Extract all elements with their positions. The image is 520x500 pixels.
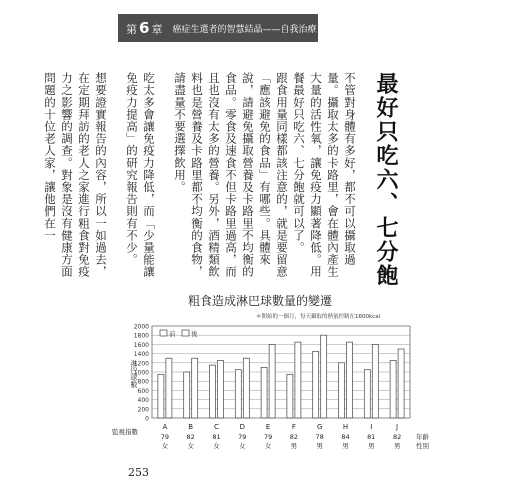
bar-before [210, 365, 216, 418]
y-tick-label: 1000 [133, 369, 149, 377]
y-tick-label: 1200 [133, 360, 149, 368]
bar-after [321, 335, 327, 418]
age-label: 82 [186, 433, 195, 441]
bar-before [235, 370, 241, 418]
age-label: 82 [392, 433, 402, 441]
legend-swatch [182, 330, 189, 336]
bar-after [218, 361, 224, 419]
page-number: 253 [128, 466, 149, 479]
chapter-label: 第 6 章 [126, 19, 163, 37]
paragraph: 吃太多會讓免疫力降低，而「少量能讓免疫力提高」的研究報告則有不少。 [125, 72, 156, 278]
paragraph: 不管對身體有多好，都不可以攝取過量。攝取太多的卡路里，會在體內產生大量的活性氧，讓免疫力顯著降低。用餐最好只吃六、七分飽就可以了。 [292, 72, 357, 278]
age-label: 81 [212, 433, 221, 441]
paragraph: 想要證實報告的內容，所以一如過去，在定期拜訪的老人之家進行粗食對免疫力之影響的調查。對象是沒有健康方面問題的十位老人家，讓他們在一 [43, 72, 108, 278]
age-row-label: 年齡 [416, 433, 429, 441]
bar-before [339, 363, 345, 418]
x-category-label: A [162, 423, 168, 431]
sex-label: 女 [239, 442, 246, 450]
x-category-label: C [214, 423, 219, 431]
y-tick-label: 200 [137, 406, 149, 414]
y-tick-label: 1400 [133, 351, 149, 359]
age-label: 79 [160, 433, 170, 441]
y-tick-label: 600 [137, 387, 149, 395]
age-label: 79 [263, 433, 273, 441]
bar-after [166, 358, 172, 418]
y-tick-label: 1600 [133, 341, 149, 349]
y-tick-label: 400 [137, 397, 149, 405]
index-label: 監視指數 [112, 428, 138, 436]
age-label: 84 [341, 433, 350, 441]
bar-before [364, 370, 370, 418]
chart-note: ＊開始的一個月，每天攝取的熱量控制在1600kcal [256, 314, 381, 320]
age-label: 78 [315, 433, 324, 441]
sex-label: 女 [264, 442, 272, 450]
x-category-label: G [316, 423, 323, 431]
sex-label: 女 [213, 442, 220, 450]
legend-swatch [160, 330, 167, 336]
x-category-label: H [342, 423, 349, 431]
bar-after [295, 342, 301, 418]
x-category-label: F [291, 423, 296, 431]
legend-label: 前 [169, 330, 176, 338]
age-label: 81 [367, 433, 376, 441]
sex-label: 男 [368, 442, 375, 450]
sex-label: 男 [342, 442, 349, 450]
y-tick-label: 0 [145, 415, 149, 423]
bar-before [287, 374, 293, 418]
sex-label: 女 [187, 442, 194, 450]
chapter-title: 癌症生還者的智慧結晶——自我治療 [172, 24, 317, 35]
bar-after [398, 349, 404, 418]
x-category-label: E [265, 423, 271, 431]
chart-title: 粗食造成淋巴球數量的變遷 [187, 294, 332, 308]
bar-after [269, 344, 275, 418]
bar-before [390, 361, 396, 419]
age-label: 82 [289, 433, 299, 441]
x-category-label: I [370, 423, 373, 431]
bar-after [347, 342, 353, 418]
paragraph: 跟食用量同樣都該注意的，就是要留意「應該避免的食品」有哪些。具體來說，請避免攝取營養及卡路里不均衡的食品。零食及速食不但卡路里過高，而且也沒有太多的營養。另外，酒精類飲料也是營養及卡路里都不均衡的食物，請盡量不要選擇飲用。 [173, 72, 289, 278]
bar-before [261, 367, 267, 418]
sex-label: 女 [161, 442, 169, 450]
bar-after [372, 344, 378, 418]
x-category-label: J [396, 423, 399, 431]
x-category-label: B [188, 423, 194, 431]
sex-label: 男 [316, 442, 323, 450]
chapter-number: 6 [139, 19, 150, 37]
x-category-label: D [239, 423, 245, 431]
bar-before [184, 372, 190, 418]
y-tick-label: 2000 [133, 323, 149, 331]
y-axis-label: 淋巴球數 [130, 360, 138, 388]
bar-before [158, 374, 164, 418]
sex-label: 男 [290, 442, 298, 450]
bar-after [243, 358, 249, 418]
legend-label: 後 [191, 330, 198, 338]
sex-row-label: 性別 [416, 442, 429, 450]
age-label: 79 [238, 433, 247, 441]
y-tick-label: 800 [137, 378, 149, 386]
bar-before [313, 351, 319, 418]
section-heading: 最好只吃六、七分飽 [373, 72, 398, 288]
sex-label: 男 [393, 442, 401, 450]
bar-after [192, 358, 198, 418]
y-tick-label: 1800 [133, 332, 149, 340]
